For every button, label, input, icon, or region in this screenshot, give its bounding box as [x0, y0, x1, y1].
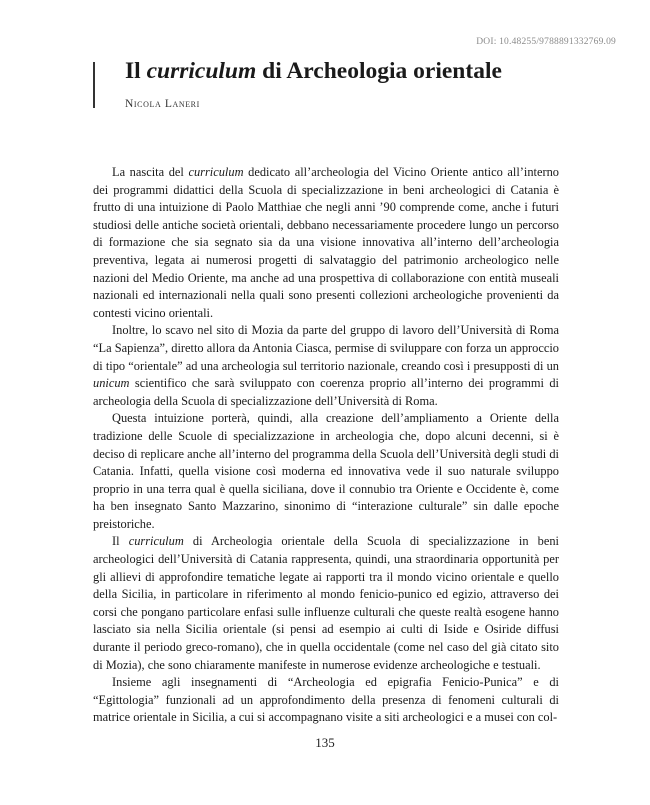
paragraph-1 [93, 164, 559, 322]
body-text [93, 164, 559, 727]
paragraph-4 [93, 533, 559, 674]
italic-term: unicum [93, 376, 130, 391]
paragraph-3 [93, 410, 559, 533]
italic-term: curriculum [188, 165, 244, 179]
text-run: La nascita del [112, 165, 189, 179]
italic-term: curriculum [128, 534, 184, 549]
paragraph-5 [93, 674, 559, 727]
title-rule [93, 62, 95, 108]
author-name: Nicola Laneri [125, 98, 200, 110]
text-run: di Archeologia orientale della Scuola di specializzazione in beni archeologici dell’Università di Catania rappresenta, quindi, una straordinaria opportunità per gli allievi di approfondire tematiche legate ai rapporti tra il mondo vicino orientale e quello della Sicilia, in particolare in riferimento al mondo fenicio-punico ed egizio, attraverso dei corsi che pongano particolare enfasi sulle influenze culturali che queste realtà esogene hanno lasciato sia nella Sicilia orientale (si pensi ad esempio ai culti di Iside e Osiride diffusi durante il periodo greco-romano), che in quella occidentale (come nel caso del già citato sito di Mozia), che sono chiaramente manifeste in numerose evidenze archeologiche e testuali. [93, 534, 559, 672]
text-run: Il [112, 534, 129, 549]
title-pre: Il [125, 58, 147, 84]
page-number: 135 [315, 735, 335, 750]
text-run: Insieme agli insegnamenti di “Archeologia ed epigrafia Fenicio-Punica” e di “Egittologia” funzionali ad un approfondimento della presenza di fenomeni culturali di matrice orientale in Sicilia, a cui si accompagnano visite a siti archeologici e a musei con col- [93, 675, 559, 725]
text-run: scientifico che sarà sviluppato con coerenza proprio all’interno dei programmi di archeologia della Scuola di specializzazione dell’Università di Roma. [93, 376, 559, 408]
text-run: Inoltre, lo scavo nel sito di Mozia da parte del gruppo di lavoro dell’Università di Roma “La Sapienza”, diretto allora da Antonia Ciasca, permise di sviluppare con forza un approccio di tipo “orientale” ad una archeologia sul territorio nazionale, creando così i presupposti di un [93, 323, 559, 373]
title-italic: curriculum [146, 58, 257, 84]
chapter-title [125, 58, 502, 85]
doi-label: DOI: 10.48255/9788891332769.09 [476, 37, 616, 47]
text-run: Questa intuizione porterà, quindi, alla creazione dell’ampliamento a Oriente della tradizione delle Scuole di specializzazione in archeologia che, dopo alcuni decenni, si è deciso di replicare anche all’interno del programma della Scuola dell’Università degli studi di Catania. Infatti, quella visione così moderna ed innovativa vede il suo naturale sviluppo proprio in una terra qual è quella siciliana, dove il connubio tra Oriente e Occidente è, come ha ben insegnato Santo Mazzarino, sinonimo di “interazione culturale” sin dalle epoche preistoriche. [93, 411, 559, 531]
title-post: di Archeologia orientale [256, 58, 502, 84]
text-run: dedicato all’archeologia del Vicino Oriente antico all’interno dei programmi didattici della Scuola di specializzazione in beni archeologici di Catania è frutto di una intuizione di Paolo Matthiae che negli anni ’90 comprende come, anche i futuri studiosi delle antiche società orientali, debbano necessariamente procedere lungo un percorso di formazione che sia segnato sia da una visione innovativa all’interno dell’archeologia preventiva, legata ai numerosi progetti di salvataggio del patrimonio archeologico nelle nazioni del Medio Oriente, ma anche ad una prospettiva di collaborazione con entità museali nazionali ed internazionali nella quali sono presenti collezioni archeologiche provenienti da contesti vicino orientali. [93, 165, 559, 320]
paragraph-2 [93, 322, 559, 410]
